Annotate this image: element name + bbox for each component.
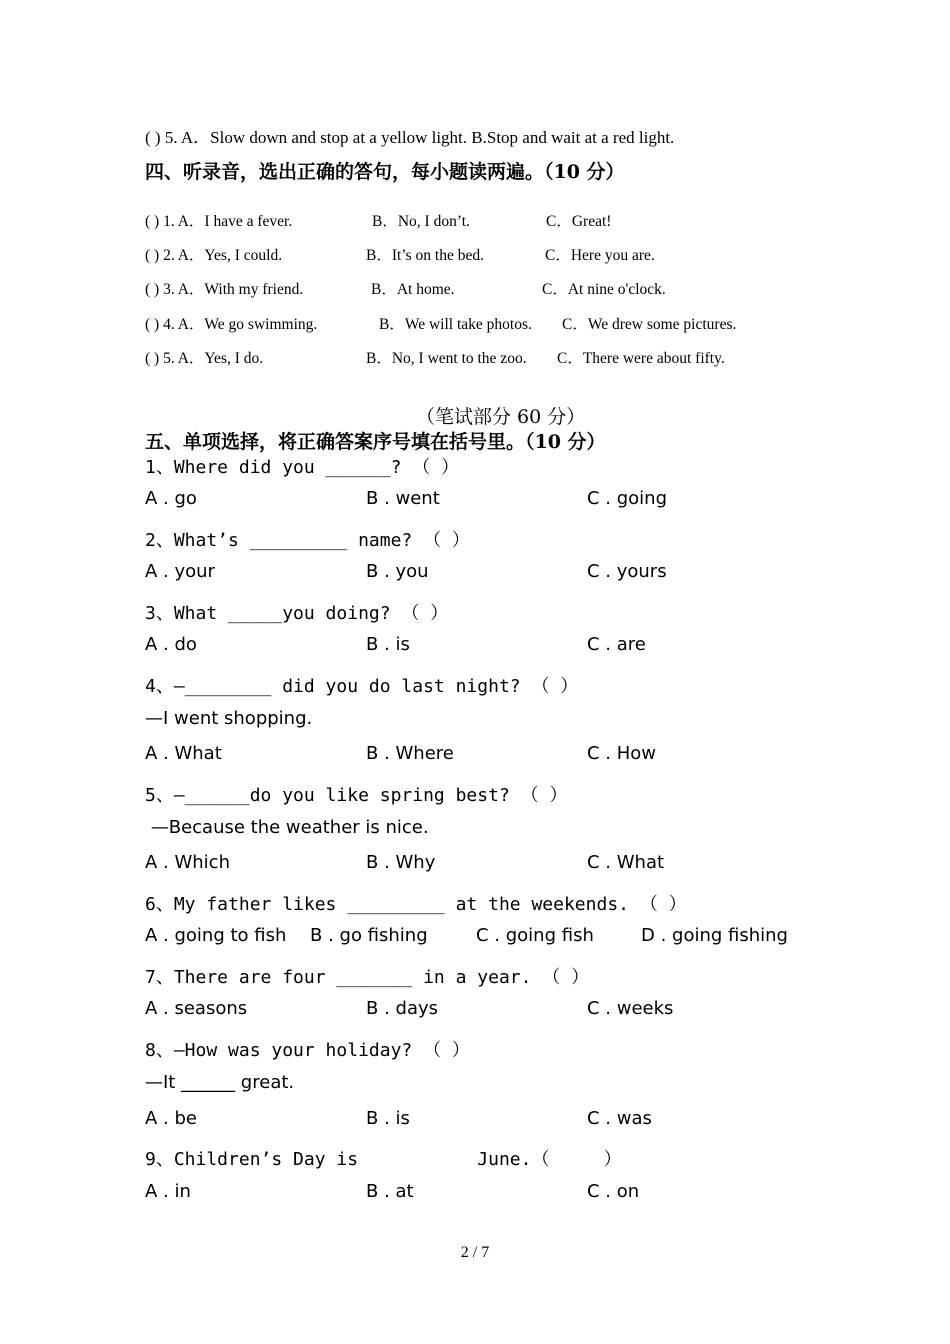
sec5-q4-option-a: A . What [145,743,222,764]
sec5-q3-option-b: B . is [366,634,410,655]
sec5-q3-option-c: C . are [587,634,646,655]
sec5-q1-option-a: A . go [145,488,197,509]
sec5-q1-option-b: B . went [366,488,440,509]
sec4-q1-option-c: C．Great! [546,213,612,230]
sec5-q5-option-c: C . What [587,852,665,873]
sec4-q2-option-c: C．Here you are. [545,247,655,264]
sec4-q5-option-b: B．No, I went to the zoo. [366,350,527,367]
sec5-q5-option-b: B . Why [366,852,436,873]
sec5-q6-option-a: A . going to fish [145,925,287,946]
sec5-q2-option-c: C . yours [587,561,667,582]
sec5-q4-reply: —I went shopping. [145,708,313,729]
sec4-q3: ( ) 3. A．With my friend. [145,281,304,298]
sec5-q3-option-a: A . do [145,634,197,655]
sec5-q5-option-a: A . Which [145,852,230,873]
sec5-q5: 5、—______do you like spring best? （ ） [145,785,568,806]
sec5-q6-option-b: B . go fishing [310,925,428,946]
sec5-q9-option-c: C . on [587,1181,640,1202]
sec5-q1: 1、Where did you ______? （ ） [145,457,460,478]
sec4-q2-option-b: B．It’s on the bed. [366,247,484,264]
sec5-q9-option-a: A . in [145,1181,191,1202]
sec3-question-5: ( ) 5. A．Slow down and stop at a yellow light. B.Stop and wait at a red light. [145,128,675,147]
sec5-q8-option-c: C . was [587,1108,652,1129]
sec5-q9-option-b: B . at [366,1181,414,1202]
sec4-q4: ( ) 4. A．We go swimming. [145,316,318,333]
sec5-q7-option-a: A . seasons [145,998,248,1019]
sec4-q5-option-c: C．There were about fifty. [557,350,725,367]
sec5-q9: 9、Children’s Day is June.（ ） [145,1149,622,1170]
sec5-q6-option-d: D . going fishing [641,925,788,946]
sec5-q1-option-c: C . going [587,488,668,509]
page-number: 2 / 7 [460,1244,490,1261]
sec5-q2: 2、What’s _________ name? （ ） [145,530,470,551]
sec5-q3: 3、What _____you doing? （ ） [145,603,449,624]
sec4-q1-option-b: B．No, I don’t. [372,213,470,230]
sec4-q5: ( ) 5. A．Yes, I do. [145,350,264,367]
sec4-q4-option-c: C．We drew some pictures. [562,316,737,333]
sec5-q7-option-c: C . weeks [587,998,674,1019]
sec5-q6: 6、My father likes _________ at the weekends. （ ） [145,894,687,915]
sec4-q3-option-b: B．At home. [371,281,455,298]
sec4-q3-option-c: C．At nine o'clock. [542,281,666,298]
sec4-q2: ( ) 2. A．Yes, I could. [145,247,283,264]
sec5-q4: 4、—________ did you do last night? （ ） [145,676,579,697]
sec4-q4-option-b: B．We will take photos. [379,316,532,333]
sec5-q5-reply: —Because the weather is nice. [145,817,429,838]
sec5-q8-option-a: A . be [145,1108,197,1129]
sec5-q2-option-a: A . your [145,561,215,582]
sec5-q8: 8、—How was your holiday? （ ） [145,1040,470,1061]
sec5-q2-option-b: B . you [366,561,429,582]
sec4-q1: ( ) 1. A．I have a fever. [145,213,293,230]
sec5-q7: 7、There are four _______ in a year. （ ） [145,967,590,988]
section-4-title: 四、听录音，选出正确的答句，每小题读两遍。（10 分） [145,161,625,183]
sec5-q4-option-b: B . Where [366,743,454,764]
sec5-q4-option-c: C . How [587,743,657,764]
section-5-title: 五、单项选择，将正确答案序号填在括号里。（10 分） [145,431,606,453]
sec5-q6-option-c: C . going fish [476,925,594,946]
written-section-title: （笔试部分 60 分） [416,406,586,428]
sec5-q7-option-b: B . days [366,998,438,1019]
sec5-q8-reply: —It ______ great. [145,1072,295,1093]
sec5-q8-option-b: B . is [366,1108,410,1129]
